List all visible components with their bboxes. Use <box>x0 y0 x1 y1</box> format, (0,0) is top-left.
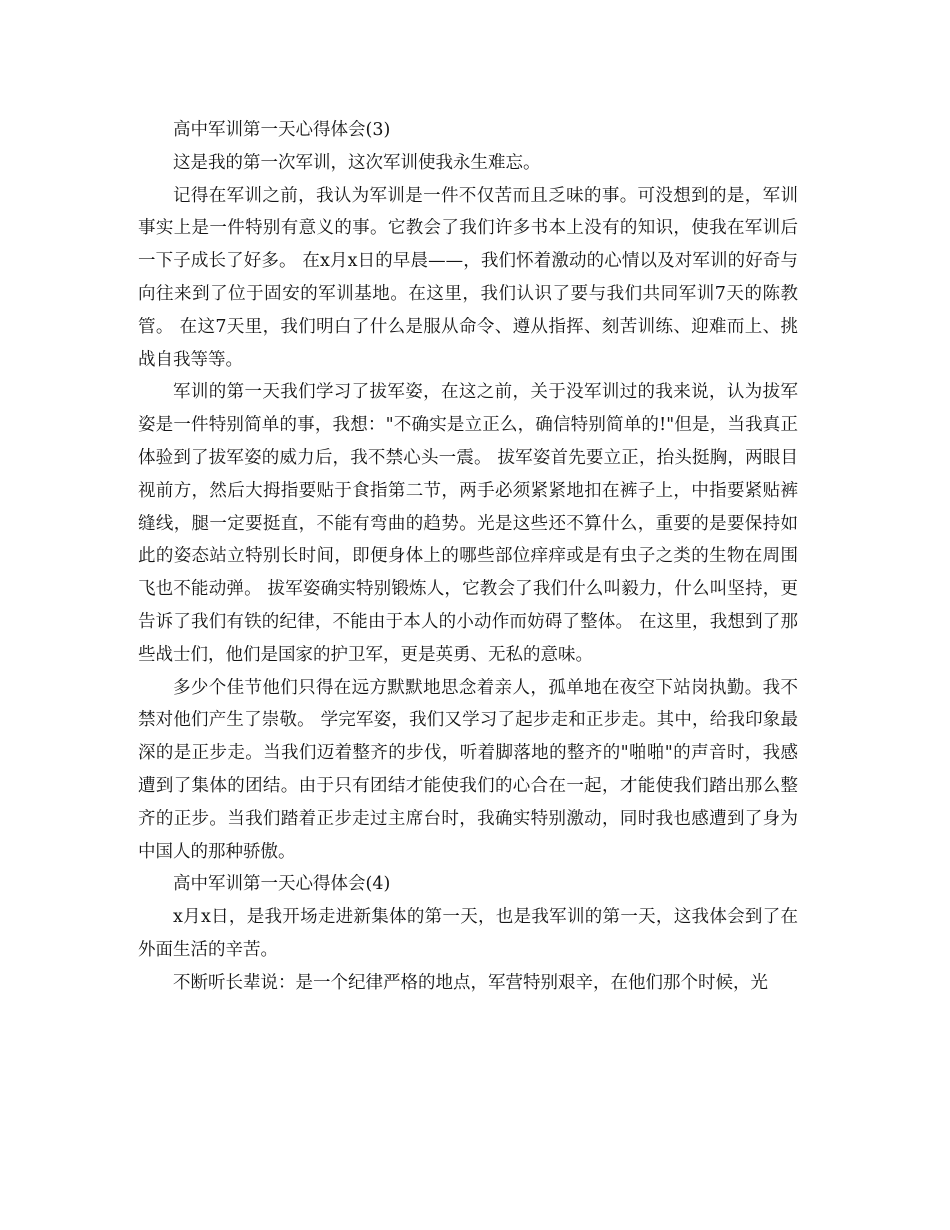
document-body <box>138 114 798 1000</box>
paragraph: 军训的第一天我们学习了拔军姿，在这之前，关于没军训过的我来说，认为拔军姿是一件特别简单的事，我想："不确实是立正么，确信特别简单的!"但是，当我真正体验到了拔军姿的威力后，我不禁心头一震。 拔军姿首先要立正，抬头挺胸，两眼目视前方，然后大拇指要贴于食指第二节，两手必须紧紧地扣在裤子上，中指要紧贴裤缝线，腿一定要挺直，不能有弯曲的趋势。光是这些还不算什么，重要的是要保持如此的姿态站立特别长时间，即便身体上的哪些部位痒痒或是有虫子之类的生物在周围飞也不能动弹。 拔军姿确实特别锻炼人，它教会了我们什么叫毅力，什么叫坚持，更告诉了我们有铁的纪律，不能由于本人的小动作而妨碍了整体。 在这里，我想到了那些战士们，他们是国家的护卫军，更是英勇、无私的意味。 <box>138 382 798 665</box>
section-heading: 高中军训第一天心得体会(4) <box>173 874 391 895</box>
paragraph: 这是我的第一次军训，这次军训使我永生难忘。 <box>173 152 541 173</box>
paragraph: x月x日，是我开场走进新集体的第一天，也是我军训的第一天，这我体会到了在外面生活的辛苦。 <box>138 907 798 960</box>
paragraph: 记得在军训之前，我认为军训是一件不仅苦而且乏味的事。可没想到的是，军训事实上是一件特别有意义的事。它教会了我们许多书本上没有的知识，使我在军训后一下子成长了好多。 在x月x日的早晨——，我们怀着激动的心情以及对军训的好奇与向往来到了位于固安的军训基地。在这里，我们认识了要与我们共同军训7天的陈教管。 在这7天里，我们明白了什么是服从命令、遵从指挥、刻苦训练、迎难而上、挑战自我等等。 <box>138 185 798 370</box>
section-heading: 高中军训第一天心得体会(3) <box>173 120 391 140</box>
paragraph: 多少个佳节他们只得在远方默默地思念着亲人，孤单地在夜空下站岗执勤。我不禁对他们产生了崇敬。 学完军姿，我们又学习了起步走和正步走。其中，给我印象最深的是正步走。当我们迈着整齐的步伐，听着脚落地的整齐的"啪啪"的声音时，我感遭到了集体的团结。由于只有团结才能使我们的心合在一起，才能使我们踏出那么整齐的正步。当我们踏着正步走过主席台时，我确实特别激动，同时我也感遭到了身为中国人的那种骄傲。 <box>138 677 798 862</box>
paragraph: 不断听长辈说：是一个纪律严格的地点，军营特别艰辛，在他们那个时候，光 <box>173 972 768 993</box>
